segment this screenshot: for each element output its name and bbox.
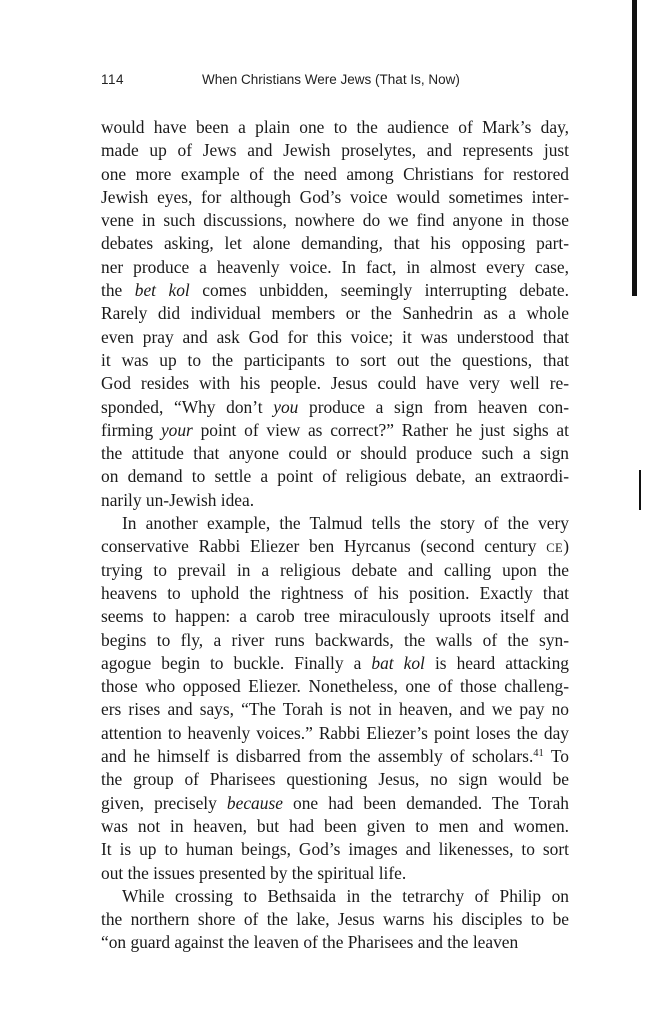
text-line: those who opposed Eliezer. Nonetheless, one of those challeng- bbox=[101, 676, 569, 697]
text-line: Rarely did individual members or the Sanhedrin as a whole bbox=[101, 303, 569, 324]
footnote-marker: 41 bbox=[533, 748, 544, 760]
text-line: the bet kol comes unbidden, seemingly interrupting debate. bbox=[101, 280, 569, 301]
text-line: firming your point of view as correct?” Rather he just sighs at bbox=[101, 419, 569, 440]
text-line: given, precisely because one had been demanded. The Torah bbox=[101, 792, 569, 813]
page-edge-mark bbox=[632, 0, 637, 296]
text-line: would have been a plain one to the audience of Mark’s day, bbox=[101, 117, 569, 137]
text-line: vene in such discussions, nowhere do we find anyone in those bbox=[101, 210, 569, 231]
text-line: It is up to human beings, God’s images and likenesses, to sort bbox=[101, 839, 569, 860]
text-line: one more example of the need among Christians for restored bbox=[101, 163, 569, 184]
italic-term: because bbox=[226, 792, 283, 813]
text-line: heavens to uphold the rightness of his position. Exactly that bbox=[101, 582, 569, 603]
text-line: debates asking, let alone demanding, that his opposing part- bbox=[101, 233, 569, 254]
text-line: sponded, “Why don’t you produce a sign from heaven con- bbox=[101, 396, 569, 417]
text-line: out the issues presented by the spiritual life. bbox=[101, 862, 407, 883]
text-line: the group of Pharisees questioning Jesus, no sign would be bbox=[101, 769, 569, 790]
running-title: When Christians Were Jews (That Is, Now) bbox=[202, 72, 460, 87]
italic-term: you bbox=[273, 396, 299, 417]
text-line: While crossing to Bethsaida in the tetrarchy of Philip on bbox=[122, 885, 569, 906]
text-line: In another example, the Talmud tells the story of the very bbox=[122, 513, 569, 534]
small-caps: CE bbox=[546, 541, 564, 556]
text-line: begins to fly, a river runs backwards, the walls of the syn- bbox=[101, 629, 569, 650]
text-line: seems to happen: a carob tree miraculously uproots itself and bbox=[101, 606, 569, 627]
text-line: Jewish eyes, for although God’s voice would sometimes inter- bbox=[101, 186, 569, 207]
text-line: God resides with his people. Jesus could have very well re- bbox=[101, 373, 569, 394]
text-line: even pray and ask God for this voice; it was understood that bbox=[101, 326, 569, 347]
text-line: the attitude that anyone could or should produce such a sign bbox=[101, 443, 569, 464]
text-line: on demand to settle a point of religious debate, an extraordi- bbox=[101, 466, 569, 487]
text-line: narily un-Jewish idea. bbox=[101, 489, 255, 510]
body-text bbox=[101, 116, 569, 955]
text-line: the northern shore of the lake, Jesus warns his disciples to be bbox=[101, 909, 569, 930]
italic-term: bet kol bbox=[134, 280, 190, 301]
text-line: attention to heavenly voices.” Rabbi Eliezer’s point loses the day bbox=[101, 722, 569, 743]
text-line: was not in heaven, but had been given to men and women. bbox=[101, 815, 569, 836]
text-line: “on guard against the leaven of the Pharisees and the leaven bbox=[101, 932, 519, 953]
text-line: and he himself is disbarred from the assembly of scholars.$^{41}$ To bbox=[101, 746, 569, 767]
text-line: trying to prevail in a religious debate and calling upon the bbox=[101, 559, 569, 580]
text-line: ers rises and says, “The Torah is not in heaven, and we pay no bbox=[101, 699, 569, 720]
page-number: 114 bbox=[101, 72, 125, 87]
text-line: agogue begin to buckle. Finally a bat kol is heard attacking bbox=[101, 652, 570, 673]
page-edge-mark-small bbox=[639, 470, 641, 510]
italic-term: your bbox=[160, 419, 193, 440]
text-line: it was up to the participants to sort out the questions, that bbox=[101, 349, 569, 370]
italic-term: bat kol bbox=[371, 652, 425, 673]
text-line: ner produce a heavenly voice. In fact, in almost every case, bbox=[101, 256, 569, 277]
text-line: made up of Jews and Jewish proselytes, and represents just bbox=[101, 140, 569, 161]
text-line: conservative Rabbi Eliezer ben Hyrcanus (second century CE) bbox=[101, 536, 569, 557]
